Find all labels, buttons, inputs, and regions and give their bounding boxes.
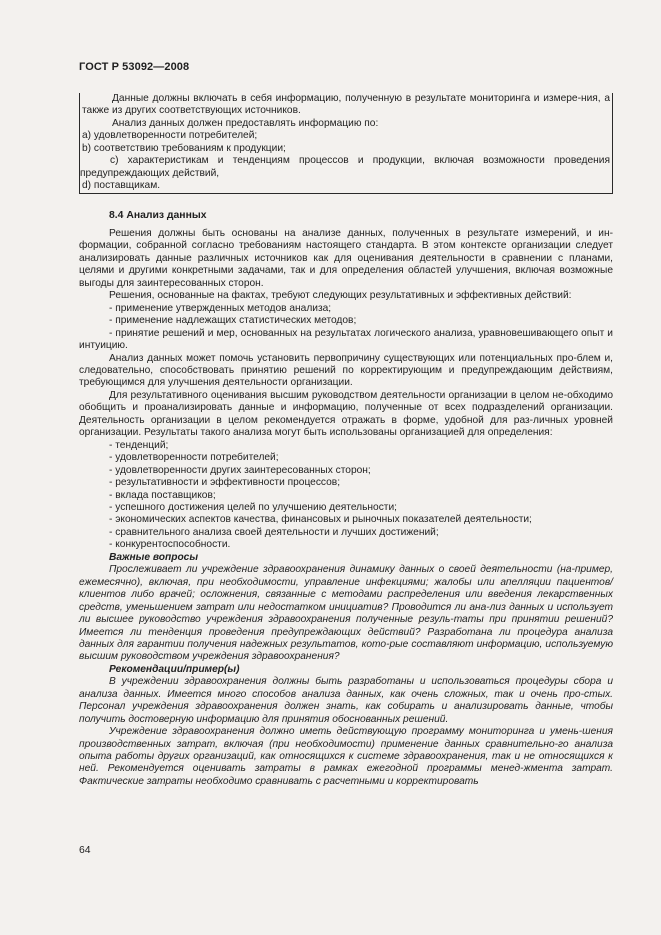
list-item: - принятие решений и мер, основанных на результатах логического анализа, уравновешивающего опыт и интуицию. [79, 327, 613, 352]
requirement-box [79, 93, 613, 194]
list-item: - сравнительного анализа своей деятельности и лучших достижений; [109, 526, 439, 538]
box-list-item: a) удовлетворенности потребителей; [82, 130, 258, 142]
list-item: - применение надлежащих статистических методов; [109, 315, 357, 327]
list-item: - удовлетворенности других заинтересованных сторон; [109, 464, 371, 476]
list-item: - тенденций; [109, 439, 169, 451]
recommendations-heading: Рекомендации/пример(ы) [109, 663, 240, 675]
questions-text: Прослеживает ли учреждение здравоохранения динамику данных о своей деятельности (на-пример, ежемесячно), включая, при необходимости, управление инфекциями; жалобы или апелляции пациентов/клиентов либо врачей; осложнения, связанные с методами распределения или введения лекарственных средств, уменьшением затрат или недостатком инициатив? Проводится ли ана-лиз данных и использует ли высшее руководство учреждения здравоохранения полученные резуль-таты при принятии решений? Имеется ли тенденция проведения предупреждающих действий? Разработана ли процедура анализа данных для гарантии получения надежных результатов, кото-рые составляют информацию, используемую высшим руководством учреждения здравоохранения? [79, 564, 613, 663]
box-list-item: d) поставщикам. [82, 180, 161, 192]
list-item: - применение утвержденных методов анализа; [109, 302, 332, 314]
section-body [79, 228, 613, 788]
recommendations-text: В учреждении здравоохранения должны быть разработаны и использоваться процедуры сбора и анализа данных. Имеется много способов анализа данных, как очень сложных, так и очень про-стых. Персонал учреждения здравоохранения должен знать, как собирать и анализировать данные, чтобы получить достоверную информацию для принятия обоснованных решений. [79, 676, 613, 725]
box-paragraph: Анализ данных должен предоставлять информацию по: [112, 117, 379, 129]
box-paragraph: Данные должны включать в себя информацию, полученную в результате мониторинга и измере-ния, а также из других соответствующих источников. [82, 93, 610, 117]
paragraph: Решения, основанные на фактах, требуют следующих результативных и эффективных действий: [109, 290, 572, 302]
paragraph: Для результативного оценивания высшим руководством деятельности организации в целом не-обходимо обобщить и проанализировать данные и информацию, полученные от всех подразделений организации. Деятельность организации в целом рекомендуется отражать в форме, удобной для раз-личных уровней организации. Результаты такого анализа могут быть использованы организацией для определения: [79, 389, 613, 439]
paragraph: Решения должны быть основаны на анализе данных, полученных в результате измерений, и ин-формации, собранной согласно требованиям настоящего стандарта. В этом контексте организации следует анализировать данные различных источников как для оценивания деятельности в сравнении с планами, целями и другими конкретными задачами, так и для определения областей улучшения, включая возможные выгоды для заинтересованных сторон. [79, 228, 613, 289]
paragraph: Анализ данных может помочь установить первопричину существующих или потенциальных про-блем и, следовательно, способствовать принятию решений по корректирующим и предупреждающим действиям, требующимся для улучшения деятельности организации. [79, 352, 613, 389]
list-item: - экономических аспектов качества, финансовых и рыночных показателей деятельности; [109, 514, 532, 526]
box-list-item: c) характеристикам и тенденциям процессов и продукции, включая возможности проведения предупреждающих действий, [80, 155, 610, 179]
list-item: - вклада поставщиков; [109, 489, 216, 501]
questions-heading: Важные вопросы [109, 551, 199, 563]
standard-header: ГОСТ Р 53092—2008 [79, 61, 190, 73]
section-title: 8.4 Анализ данных [109, 210, 207, 221]
recommendations-text: Учреждение здравоохранения должно иметь действующую программу мониторинга и умень-шения производственных затрат, включая (при необходимости) применение данных сравнительно-го анализа опыта работы других организаций, как относящихся к системе здравоохранения, так и не относящихся к ней. Рекомендуется оценивать затраты в рамках ежегодной программы менед-жмента затрат. Фактические затраты необходимо сравнивать с расчетными и корректировать [79, 726, 613, 787]
list-item: - результативности и эффективности процессов; [109, 477, 341, 489]
list-item: - удовлетворенности потребителей; [109, 452, 279, 464]
list-item: - конкурентоспособности. [109, 539, 231, 551]
list-item: - успешного достижения целей по улучшению деятельности; [109, 501, 397, 513]
page-number: 64 [79, 845, 91, 856]
box-list-item: b) соответствию требованиям к продукции; [82, 142, 286, 154]
